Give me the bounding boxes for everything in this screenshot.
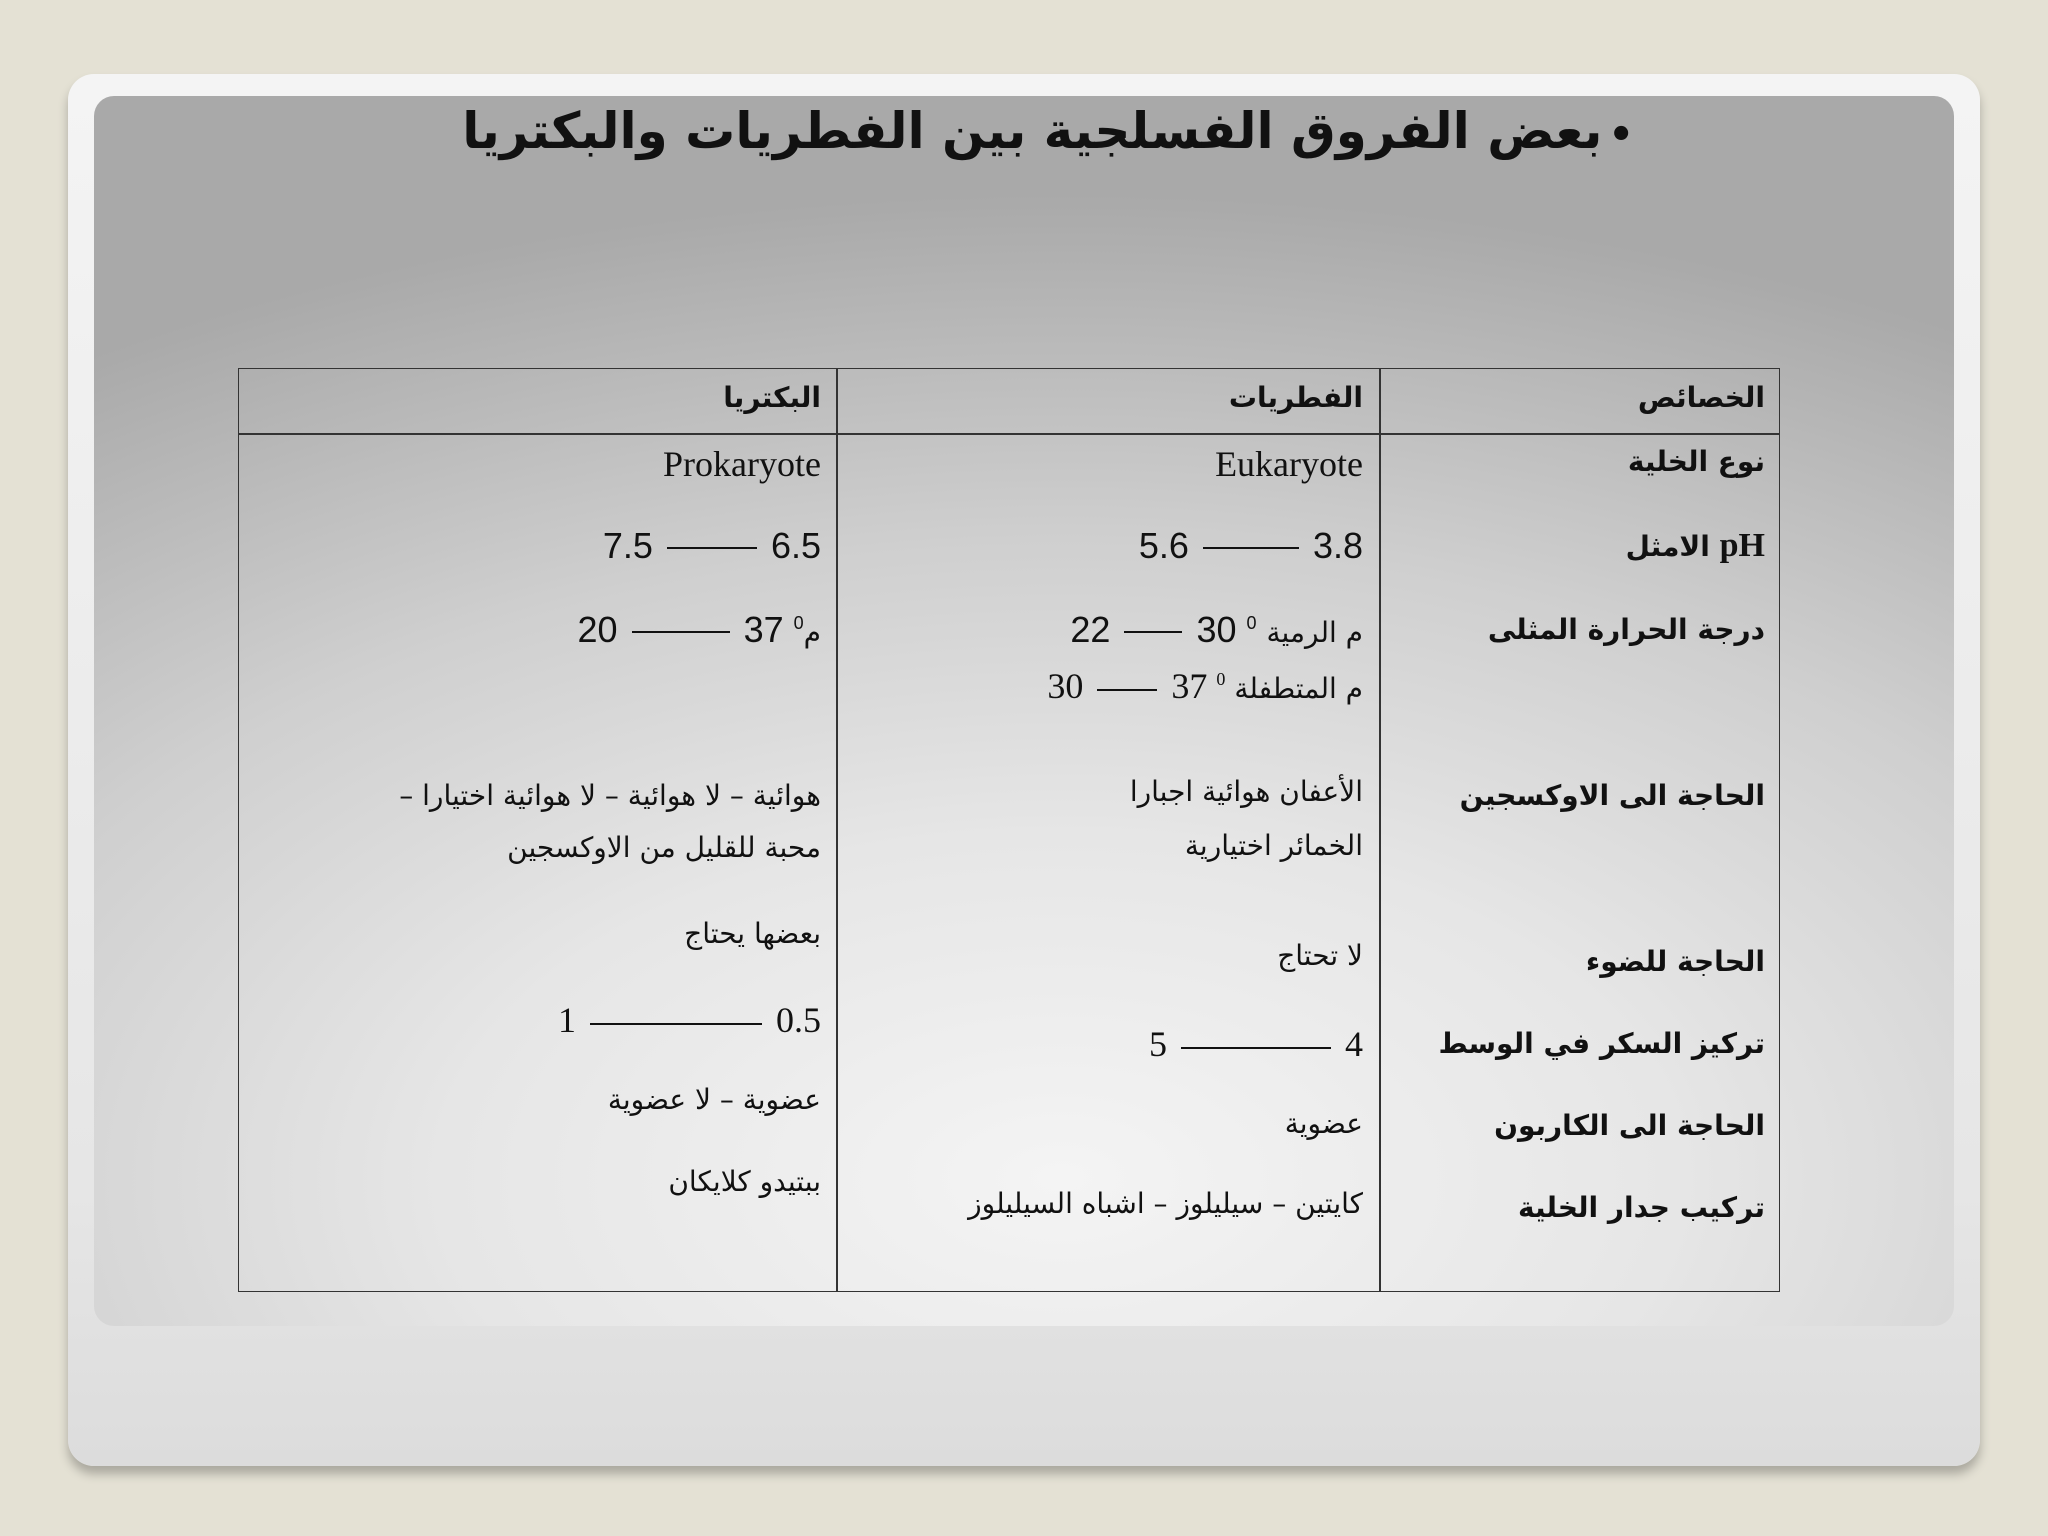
range-from: 6.5	[770, 525, 821, 566]
optimal-label: الامثل	[1625, 530, 1710, 563]
bacteria-cell-type: Prokaryote	[663, 444, 821, 484]
header-fungi: الفطريات	[1228, 381, 1363, 414]
bacteria-ph-range	[603, 525, 821, 567]
bacteria-oxygen-line-1: هوائية – لا هوائية – لا هوائية اختيارا –	[399, 779, 821, 812]
degree: 0	[1216, 669, 1226, 689]
bacteria-oxygen-line-2: محبة للقليل من الاوكسجين	[507, 831, 821, 864]
column-divider	[836, 369, 838, 1291]
property-cell-wall: تركيب جدار الخلية	[1518, 1191, 1765, 1224]
title-text: بعض الفروق الفسلجية بين الفطريات والبكتريا	[462, 102, 1603, 160]
range-from: 3.8	[1312, 525, 1363, 566]
fungi-oxygen-line-2: الخمائر اختيارية	[1184, 829, 1363, 862]
fungi-cell-type: Eukaryote	[1215, 444, 1363, 484]
bacteria-temp-range	[578, 609, 821, 651]
bacteria-sugar-range	[558, 999, 821, 1041]
fungi-light: لا تحتاج	[1277, 939, 1363, 972]
range-to: 37	[743, 609, 784, 650]
bacteria-cell-wall: ببتيدو كلايكان	[668, 1165, 821, 1198]
column-divider	[1379, 369, 1381, 1291]
fungi-temp-saprophytic	[1070, 609, 1363, 651]
range-from: 22	[1070, 609, 1111, 650]
header-bacteria: البكتريا	[723, 381, 821, 414]
property-carbon-requirement: الحاجة الى الكاربون	[1494, 1109, 1765, 1142]
degree: 0	[1246, 613, 1257, 633]
fungi-cell-wall: كايتين – سيليلوز – اشباه السيليلوز	[968, 1187, 1363, 1220]
property-optimal-temperature: درجة الحرارة المثلى	[1487, 613, 1765, 646]
fungi-oxygen-line-1: الأعفان هوائية اجبارا	[1129, 775, 1363, 808]
bacteria-carbon: عضوية – لا عضوية	[607, 1083, 821, 1116]
title-bullet: •	[1608, 112, 1634, 158]
range-to: 5	[1149, 1024, 1167, 1064]
bacteria-light: بعضها يحتاج	[684, 917, 821, 950]
property-light-requirement: الحاجة للضوء	[1585, 945, 1765, 978]
slide-title	[94, 96, 1634, 170]
comparison-table	[238, 368, 1780, 1292]
fungi-sugar-range	[1149, 1023, 1363, 1065]
range-to: 7.5	[602, 525, 653, 566]
property-optimal-ph	[1626, 527, 1765, 565]
range-to: 5.6	[1138, 525, 1189, 566]
property-cell-type: نوع الخلية	[1627, 445, 1765, 478]
property-oxygen-requirement: الحاجة الى الاوكسجين	[1459, 779, 1765, 812]
unit: م المتطفلة	[1234, 672, 1363, 705]
range-to: 30	[1196, 609, 1237, 650]
ph-label: pH	[1719, 527, 1765, 564]
fungi-ph-range	[1139, 525, 1363, 567]
header-property: الخصائص	[1637, 381, 1765, 414]
fungi-temp-parasitic	[1047, 665, 1363, 707]
fungi-carbon: عضوية	[1284, 1107, 1363, 1140]
degree: 0	[793, 613, 804, 633]
range-from: 0.5	[776, 1000, 821, 1040]
range-from: 4	[1345, 1024, 1363, 1064]
range-to: 1	[558, 1000, 576, 1040]
range-to: 37	[1171, 666, 1208, 706]
property-sugar-concentration: تركيز السكر في الوسط	[1438, 1027, 1765, 1060]
header-divider	[239, 433, 1779, 435]
unit: م	[803, 616, 821, 649]
range-from: 30	[1047, 666, 1084, 706]
slide	[94, 96, 1954, 1326]
range-from: 20	[577, 609, 618, 650]
unit: م الرمية	[1266, 616, 1363, 649]
